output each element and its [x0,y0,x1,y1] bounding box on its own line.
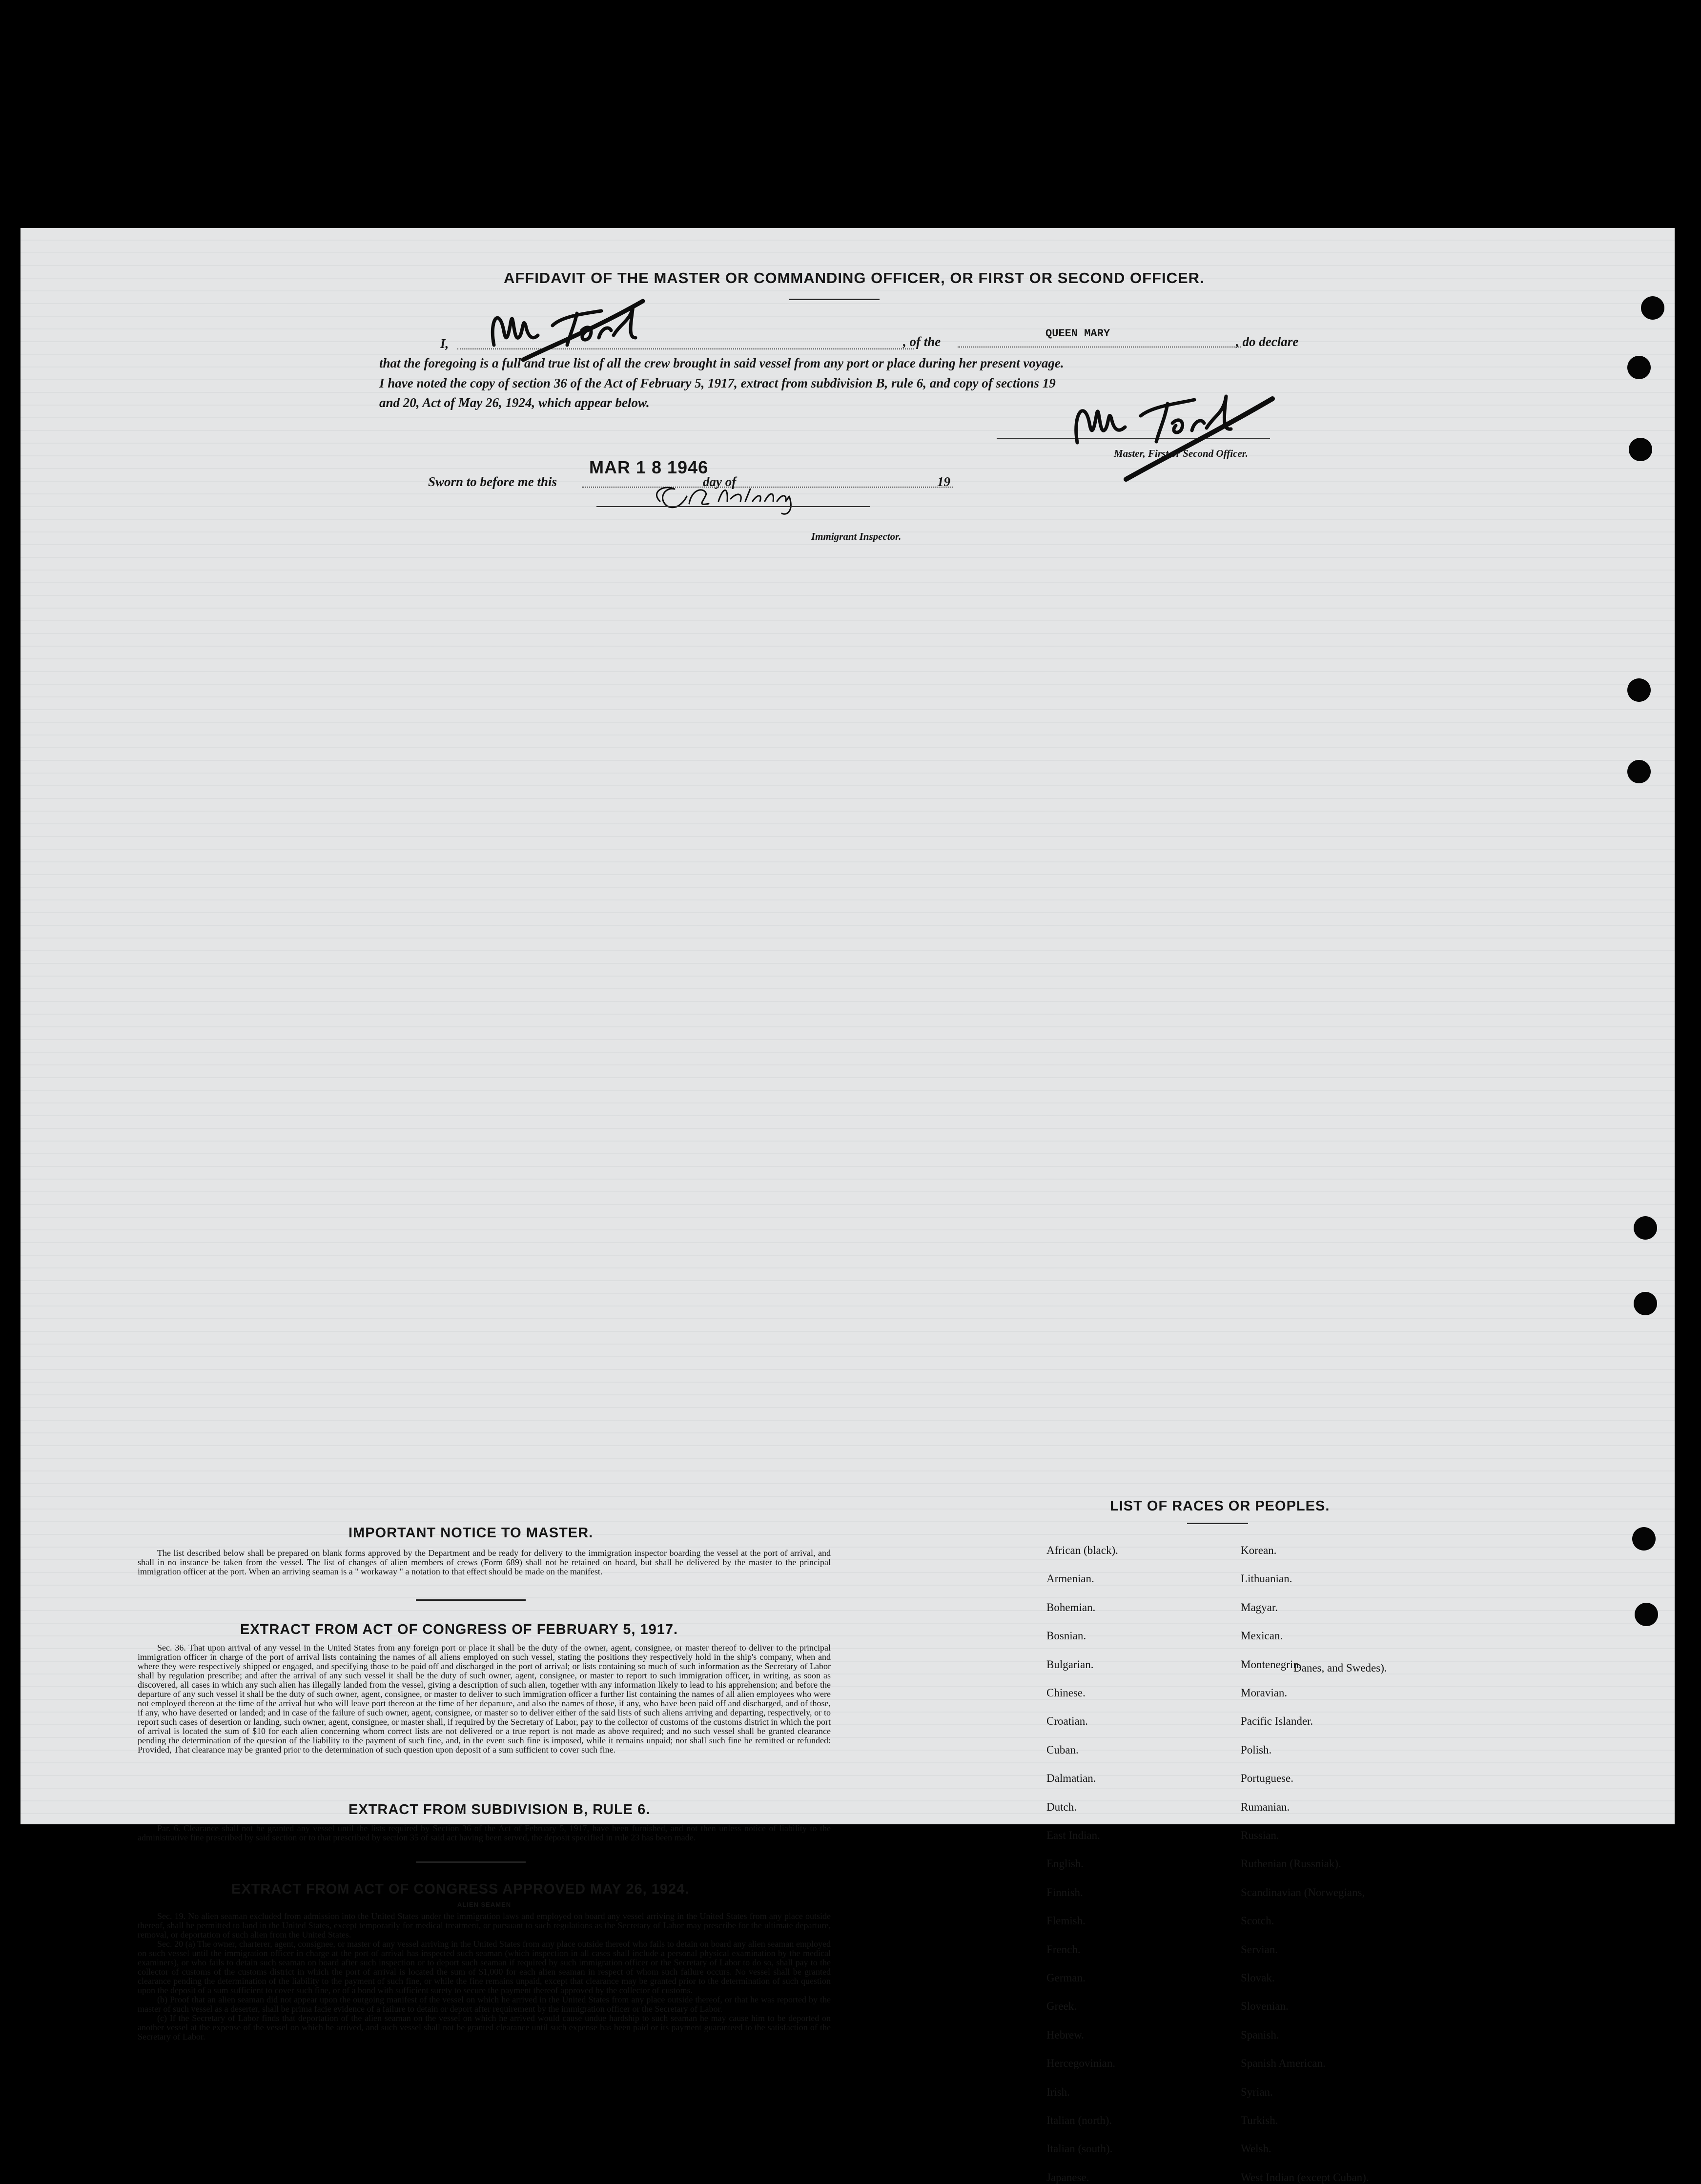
race-item-left: Bulgarian. [1046,1658,1094,1671]
inspector-caption: Immigrant Inspector. [811,531,902,542]
extract-1917-text: Sec. 36. That upon arrival of any vessel in the United States from any foreign port or place it shall be the duty of the owner, agent, consignee, or master thereof to deliver to the principal immigration officer in charge of the port of arrival lists containing the names of all aliens employed on such vessel, stating the positions they respectively hold in the ship's company, when and where they were respectively shipped or engaged, and specifying those to be paid off and discharged in the port of arrival; or lists containing so much of such information as the Secretary of Labor shall by regulation prescribe; and after the arrival of any such vessel it shall be the duty of such owner, agent, consignee, or master to report to such immigration officer, in writing, as soon as discovered, all cases in which any such alien has illegally landed from the vessel, giving a description of such alien, together with any information likely to lead to his apprehension; and before the departure of any such vessel it shall be the duty of such owner, agent, consignee, or master to deliver to such immigration officer a further list containing the names of all alien employees who were not employed thereon at the time of the arrival but who will leave port thereon at the time of her departure, and also the names of those, if any, who have been paid off and discharged, and of those, if any, who have deserted or landed; and in case of the failure of such owner, agent, consignee, or master so to deliver either of the said lists of such aliens arriving and departing, respectively, or to report such cases of desertion or landing, such owner, agent, consignee, or master shall, if required by the Secretary of Labor, pay to the collector of customs of the customs district in which the port of arrival is located the sum of $10 for each alien concerning whom correct lists are not delivered or a true report is not made as above required; and no such vessel shall be granted clearance pending the determination of the question of the liability to the payment of such fine, and, in the event such fine is imposed, while it remains unpaid; nor shall such fine be remitted or refunded: Provided, That clearance may be granted prior to the determination of such question upon deposit of a sum sufficient to cover such fine. [138,1643,831,1755]
race-item-right: Turkish. [1241,2114,1278,2126]
sec-19-text: Sec. 19. No alien seaman excluded from admission into the United States under the immigration laws and employed on board any vessel arriving in the United States from any place outside thereof, shall be permitted to land in the United States, except temporarily for medical treatment, or pursuant to such regulations as the Secretary of Labor may prescribe for the ultimate departure, removal, or deportation of such alien from the United States. [138,1911,831,1939]
title-divider [789,299,880,300]
affidavit-line-2: that the foregoing is a full and true list of all the crew brought in said vessel from any port or place during her present voyage. [379,356,1064,370]
master-signature [1067,369,1282,482]
race-item-left: Italian (south). [1046,2143,1113,2155]
race-item-right: Montenegrin. [1241,1658,1302,1671]
notice-title: IMPORTANT NOTICE TO MASTER. [348,1525,594,1541]
alien-seamen-subtitle: ALIEN SEAMEN [457,1901,512,1908]
race-item-left: German. [1046,1972,1086,1984]
sworn-label: Sworn to before me this [428,474,557,489]
race-item-right: Slovak. [1241,1972,1275,1984]
race-item-right: Scotch. [1241,1915,1274,1927]
race-item-right: Mexican. [1241,1630,1283,1642]
day-of-label: day of [703,474,737,489]
race-item-right: Pacific Islander. [1241,1715,1313,1728]
of-the-label: , of the [903,334,941,349]
race-item-left: Italian (north). [1046,2114,1112,2126]
race-item-left: Hercegovinian. [1046,2057,1116,2070]
affidavit-title: AFFIDAVIT OF THE MASTER OR COMMANDING OFFICER, OR FIRST OR SECOND OFFICER. [504,269,1205,286]
race-item-left: Cuban. [1046,1743,1079,1756]
affidavit-line-3: I have noted the copy of section 36 of the Act of February 5, 1917, extract from subdivision B, rule 6, and copy of sections 19 [379,376,1056,390]
race-item-right: Slovenian. [1241,2000,1289,2013]
race-item-right: Scandinavian (Norwegians, [1241,1886,1365,1898]
rule-6-divider [416,1861,526,1863]
race-item-left: Armenian. [1046,1572,1094,1585]
sec-20b-text: (b) Proof that an alien seaman did not appear upon the outgoing manifest of the vessel on which he arrived in the United States from any place outside thereof, or that he was reported by the master of such vessel as a deserter, shall be prima facie evidence of a failure to detain or deport after requirement by the immigration officer or the Secretary of Labor. [138,1995,831,2014]
extract-1924-text [138,1912,831,2041]
race-item-right: Servian. [1241,1943,1278,1956]
race-item-left: Finnish. [1046,1886,1083,1898]
race-item-left: Hebrew. [1046,2028,1085,2041]
race-item-left: Japanese. [1046,2171,1089,2184]
race-item-right: Magyar. [1241,1601,1278,1613]
punch-hole [1641,296,1664,320]
race-item-left: Dutch. [1046,1800,1077,1813]
race-item-left: Irish. [1046,2085,1070,2098]
race-item-left: Flemish. [1046,1915,1086,1927]
race-item-left: East Indian. [1046,1829,1100,1841]
vessel-name: QUEEN MARY [1045,327,1110,340]
race-item-right: Ruthenian (Russniak). [1241,1857,1341,1870]
notice-text: The list described below shall be prepared on blank forms approved by the Department and be ready for delivery to the immigration inspector boarding the vessel at the port of arrival, and shall in no instance be taken from the vessel. The list of changes of alien members of crews (Form 689) shall not be retained on board, but shall be delivered by the master to the principal immigration officer at the port. When an arriving seaman is a " workaway " a notation to that effect should be made on the manifest. [138,1548,831,1576]
rule-6-text: Par. 6. Clearance shall not be granted any vessel until the lists required by Section 36 of the Act of February 5, 1917, have been furnished, and not then unless notice of liability to the administrative fine prescribed by said section or to that prescribed by section 35 of said act having been served, the deposit specified in rule 23 has been made. [138,1823,831,1842]
race-item-right: Rumanian. [1241,1800,1290,1813]
race-item-right: Spanish. [1241,2028,1279,2041]
rule-6-title: EXTRACT FROM SUBDIVISION B, RULE 6. [348,1802,651,1817]
race-item-left: Bohemian. [1046,1601,1096,1613]
race-item-left: Dalmatian. [1046,1772,1096,1785]
punch-hole [1632,1527,1656,1551]
races-title: LIST OF RACES OR PEOPLES. [1110,1498,1330,1514]
race-item-right: Russian. [1241,1829,1279,1841]
document-page [20,228,1675,2184]
date-stamp: MAR 1 8 1946 [589,457,709,477]
race-item-right: Korean. [1241,1544,1277,1556]
extract-1917-title: EXTRACT FROM ACT OF CONGRESS OF FEBRUARY 5, 1917. [240,1622,678,1637]
affidavit-line-4: and 20, Act of May 26, 1924, which appear below. [379,395,650,410]
race-item-right: Moravian. [1241,1687,1288,1699]
sec-20c-text: (c) If the Secretary of Labor finds that deportation of the alien seaman on the vessel on which he arrived would cause undue hardship to such seaman he may cause him to be deported on another vessel at the expense of the vessel on which he arrived, and such vessel shall not be granted clearance until such expense has been paid or its payment guaranteed to the satisfaction of the Secretary of Labor. [138,2013,831,2041]
race-item-left: Chinese. [1046,1687,1086,1699]
race-item-right-cont: Danes, and Swedes). [1293,1662,1387,1674]
punch-hole [1635,1603,1658,1626]
punch-hole [1629,438,1652,461]
race-item-left: English. [1046,1857,1084,1870]
race-item-left: Bosnian. [1046,1630,1086,1642]
year-prefix: 19 [937,474,950,489]
inspector-signature [640,482,855,516]
race-item-right: Lithuanian. [1241,1572,1292,1585]
affidavit-i-label: I, [440,336,449,351]
notice-divider [416,1599,526,1601]
race-item-left: Croatian. [1046,1715,1088,1728]
race-item-left: African (black). [1046,1544,1118,1556]
race-item-right: Syrian. [1241,2085,1273,2098]
race-item-right: Welsh. [1241,2143,1271,2155]
punch-hole [1634,1216,1657,1240]
race-item-left: French. [1046,1943,1081,1956]
races-divider [1187,1523,1248,1524]
race-item-right: Portuguese. [1241,1772,1293,1785]
race-item-right: Polish. [1241,1743,1272,1756]
punch-hole [1627,760,1651,783]
race-item-right: Spanish American. [1241,2057,1326,2070]
punch-hole [1627,678,1651,702]
punch-hole [1634,1292,1657,1315]
extract-1924-title: EXTRACT FROM ACT OF CONGRESS APPROVED MAY 26, 1924. [231,1881,690,1897]
declare-label: , do declare [1236,334,1299,349]
sec-20a-text: Sec. 20 (a) The owner, charterer, agent, consignee, or master of any vessel arriving in the United States from any place outside thereof who fails to detain on board any alien seaman employed on such vessel until the immigration officer in charge at the port of arrival has inspected such seaman (which inspection in all cases shall include a personal physical examination by the medical examiners), or who fails to detain such seaman on board after such inspection or to deport such seaman if required by such immigration officer or the Secretary of Labor to do so, shall pay to the collector of customs of the customs district in which the port of arrival is located the sum of $1,000 for each alien seaman in respect of whom such failure occurs. No vessel shall be granted clearance pending the determination of the liability to the payment of such fine, or while the fine remains unpaid, except that clearance may be granted prior to the determination of such question upon the deposit of a sum sufficient to cover such fine, or of a bond with sufficient surety to secure the payment thereof approved by the collector of customs. [138,1939,831,1995]
inspector-signature-line [596,506,870,507]
punch-hole [1627,356,1651,379]
race-item-left: Greek. [1046,2000,1077,2013]
master-caption: Master, First or Second Officer. [1114,448,1248,459]
master-signature-top [484,291,645,360]
race-item-right: West Indian (except Cuban). [1241,2171,1369,2184]
